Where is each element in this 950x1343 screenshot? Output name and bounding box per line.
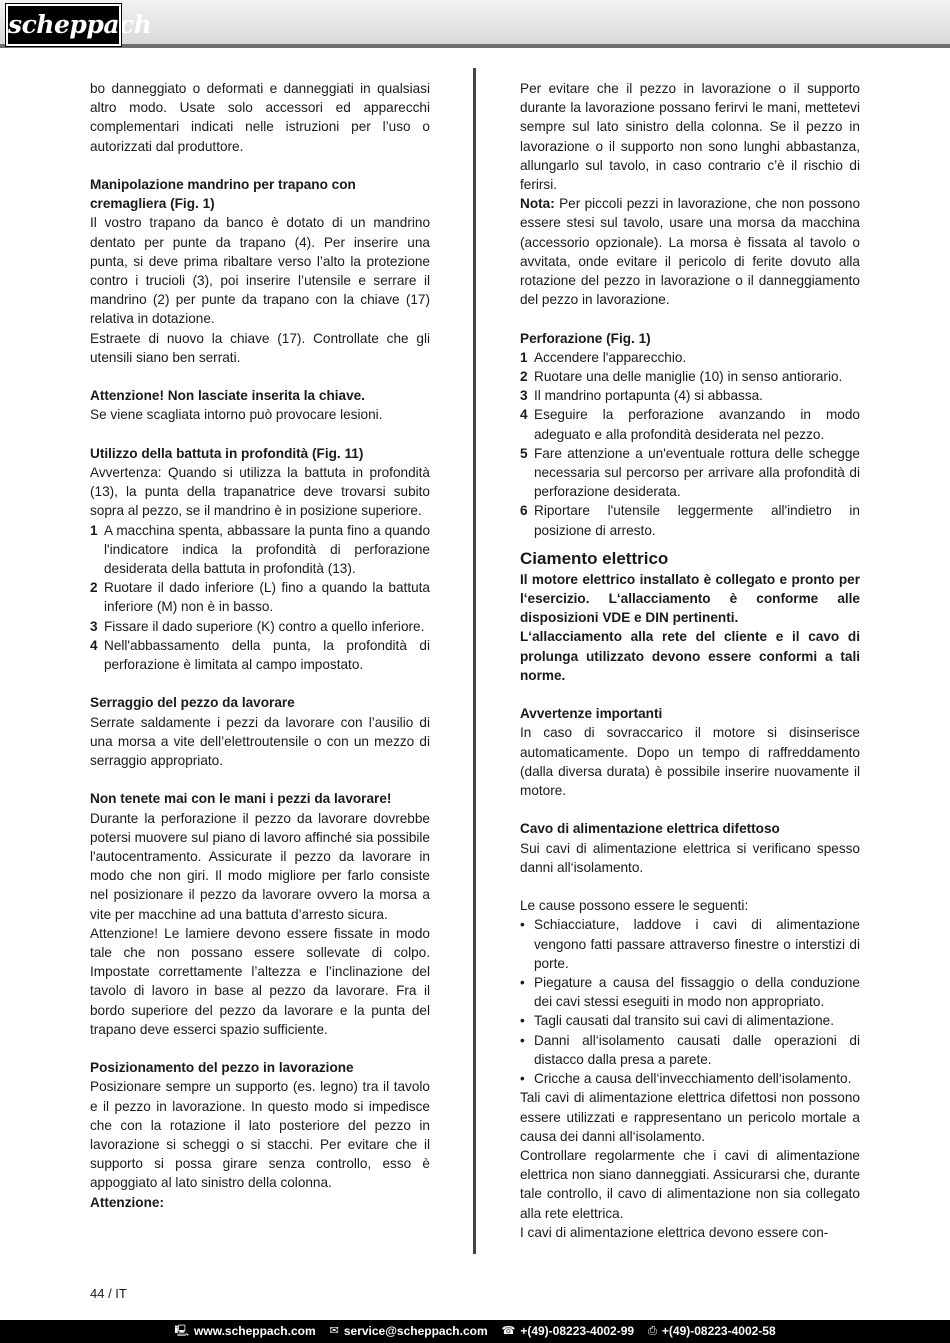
footer-fax (648, 1320, 776, 1343)
bullet-icon: • (520, 917, 525, 933)
section-heading: Manipolazione mandrino per trapano con cremagliera (Fig. 1) (90, 177, 356, 212)
footer-email[interactable] (330, 1320, 488, 1343)
column-divider (473, 68, 476, 1254)
bullet-text: Piegature a causa del fissaggio o della conduzione dei cavi stessi eseguiti in modo non appropriato. (534, 975, 860, 1010)
paragraph: Controllare regolarmente che i cavi di alimentazione elettrica non siano danneggiati. Assicurarsi che, durante tale controllo, il cavo di alimentazione non sia collegato alla rete elettrica. (520, 1147, 860, 1221)
footer-phone (502, 1320, 634, 1343)
paragraph: Durante la perforazione il pezzo da lavorare dovrebbe potersi muovere sul piano di lavoro affinché sia possibile l'autocentramento. Assicurate il pezzo da lavorare in modo che non giri. Il modo migliore per farlo consiste nel posizionare il pezzo da lavorare ovvero la morsa a vite per macchine ad una battuta d’arresto sicura. (90, 810, 430, 922)
paragraph: Sui cavi di alimentazione elettrica si verificano spesso danni all‘isolamento. (520, 840, 860, 875)
left-column (90, 79, 430, 1212)
page-header (0, 0, 950, 48)
fax-icon: ⎙ (648, 1325, 657, 1337)
list-item (520, 973, 860, 1011)
list-item (520, 348, 860, 367)
step-text: Nell'abbassamento della punta, la profondità di perforazione è limitata al campo impostato. (104, 637, 430, 673)
paragraph: Serrate saldamente i pezzi da lavorare con l’ausilio di una morsa a vite dell’elettroutensile o con un mezzo di serraggio appropriato. (90, 714, 430, 769)
bullet-icon: • (520, 975, 525, 991)
step-number: 2 (520, 369, 528, 385)
mail-icon: ✉ (329, 1325, 339, 1337)
step-number: 6 (520, 503, 528, 519)
paragraph: Estraete di nuovo la chiave (17). Controllate che gli utensili siano ben serrati. (90, 330, 430, 365)
bullet-text: Cricche a causa dell‘invecchiamento dell‘isolamento. (534, 1071, 852, 1087)
bullet-text: Tagli causati dal transito sui cavi di alimentazione. (534, 1013, 834, 1029)
step-number: 2 (90, 580, 98, 596)
note-text: Per piccoli pezzi in lavorazione, che non possono essere stesi sul tavolo, usare una morsa da macchina (accessorio opzionale). La morsa è fissata al tavolo o avvitata, onde evitare il pericolo di ferite dovuto alla rotazione del pezzo in lavorazione o il danneggiamento del pezzo in lavorazione. (520, 196, 860, 308)
list-item (520, 405, 860, 443)
phone-icon: ☎ (501, 1325, 516, 1337)
bullet-icon: • (520, 1032, 525, 1048)
computer-icon: 🖳 (174, 1325, 190, 1337)
step-text: Il mandrino portapunta (4) si abbassa. (534, 388, 763, 404)
website-text: www.scheppach.com (194, 1324, 316, 1338)
fax-text: +(49)-08223-4002-58 (661, 1324, 776, 1338)
list-item (520, 1011, 860, 1030)
list-item (520, 1069, 860, 1088)
step-text: Ruotare una delle maniglie (10) in senso antiorario. (534, 369, 843, 385)
section-heading: Attenzione! Non lasciate inserita la chiave. (90, 388, 365, 404)
section-heading: Serraggio del pezzo da lavorare (90, 695, 295, 711)
list-item (520, 444, 860, 502)
paragraph: L‘allacciamento alla rete del cliente e il cavo di prolunga utilizzato devono essere conformi a tali norme. (520, 629, 860, 683)
paragraph: In caso di sovraccarico il motore si disinserisce automaticamente. Dopo un tempo di raffreddamento (dalla diversa durata) è possibile inserire nuovamente il motore. (520, 725, 860, 799)
section-heading: Attenzione: (90, 1194, 165, 1210)
step-number: 3 (90, 618, 98, 634)
section-heading: Avvertenze importanti (520, 706, 663, 722)
right-column (520, 79, 860, 1242)
step-number: 1 (520, 349, 528, 365)
step-number: 4 (520, 407, 528, 423)
list-item (90, 578, 430, 616)
section-heading: Utilizzo della battuta in profondità (Fig. 11) (90, 445, 364, 461)
step-text: Accendere l'apparecchio. (534, 349, 687, 365)
list-item (90, 636, 430, 674)
footer-website[interactable] (174, 1320, 315, 1343)
paragraph (520, 194, 860, 309)
section-heading: Cavo di alimentazione elettrica difettoso (520, 821, 780, 837)
page-footer (0, 1320, 950, 1343)
paragraph: I cavi di alimentazione elettrica devono essere con- (520, 1224, 829, 1240)
bullet-text: Danni all‘isolamento causati dalle operazioni di distacco dalla presa a parete. (534, 1032, 860, 1067)
list-item (90, 617, 430, 636)
step-number: 1 (90, 522, 98, 538)
note-label: Nota: (520, 196, 555, 212)
list-item (520, 501, 860, 539)
bullet-text: Schiacciature, laddove i cavi di alimentazione vengono fatti passare attraverso finestre o interstizi di porte. (534, 917, 860, 971)
list-item (520, 1031, 860, 1069)
bullet-icon: • (520, 1071, 525, 1087)
step-text: Fare attenzione a un'eventuale rottura delle schegge necessaria sul percorso per arrivare alla profondità di perforazione desiderata. (534, 445, 860, 500)
step-text: Ruotare il dado inferiore (L) fino a quando la battuta inferiore (M) non è in basso. (104, 580, 430, 615)
step-text: Fissare il dado superiore (K) contro a quello inferiore. (104, 618, 425, 634)
paragraph: Posizionare sempre un supporto (es. legno) tra il tavolo e il pezzo in lavorazione. In questo modo si impedisce che con la rotazione il lato posteriore del pezzo in lavorazione si scheggi o si stacchi. Per evitare che il supporto si possa girare senza controllo, esso è appoggiato al lato sinistro della colonna. (90, 1079, 430, 1191)
paragraph: Tali cavi di alimentazione elettrica difettosi non possono essere utilizzati e rappresentano un pericolo mortale a causa dei danni all‘isolamento. (520, 1090, 860, 1144)
paragraph: bo danneggiato o deformati e danneggiati in qualsiasi altro modo. Usate solo accessori ed apparecchi complementari indicati nelle istruzioni per l’uso o autorizzati dal produttore. (90, 81, 430, 154)
paragraph: Se viene scagliata intorno può provocare lesioni. (90, 407, 383, 423)
paragraph: Il vostro trapano da banco è dotato di un mandrino dentato per punte da trapano (4). Per inserire una punta, si deve prima ribaltare verso l’alto la protezione contro i trucioli (3), poi inserire l’utensile e serrare il mandrino (2) per punte da trapano con la chiave (17) relativa in dotazione. (90, 215, 430, 327)
email-text: service@scheppach.com (343, 1324, 488, 1338)
step-text: Eseguire la perforazione avanzando in modo adeguato e alla profondità desiderata nel pezzo. (534, 407, 860, 442)
step-text: Riportare l'utensile leggermente all'indietro in posizione di arresto. (534, 503, 860, 538)
paragraph: Le cause possono essere le seguenti: (520, 898, 749, 914)
section-heading: Perforazione (Fig. 1) (520, 330, 651, 346)
step-number: 5 (520, 445, 528, 461)
phone-text: +(49)-08223-4002-99 (520, 1324, 635, 1338)
paragraph: Avvertenza: Quando si utilizza la battuta in profondità (13), la punta della trapanatrice deve trovarsi subito sopra al pezzo, se il mandrino è in posizione superiore. (90, 465, 430, 519)
bullet-icon: • (520, 1013, 525, 1029)
step-text: A macchina spenta, abbassare la punta fino a quando l'indicatore indica la profondità di perforazione desiderata della battuta in profondità (13). (104, 522, 430, 577)
chapter-heading: Ciamento elettrico (520, 548, 669, 568)
step-number: 4 (90, 637, 98, 653)
paragraph: Per evitare che il pezzo in lavorazione o il supporto durante la lavorazione possano ferirvi le mani, mettetevi sempre sul lato sinistro della colonna. Se il pezzo in lavorazione o il supporto non sono lunghi abbastanza, allungarlo sul tavolo, in caso contrario c’è il rischio di ferirsi. (520, 81, 860, 193)
list-item (520, 386, 860, 405)
step-number: 3 (520, 388, 528, 404)
list-item (90, 521, 430, 579)
list-item (520, 915, 860, 973)
paragraph: Il motore elettrico installato è collegato e pronto per l‘esercizio. L‘allacciamento è conforme alle disposizioni VDE e DIN pertinenti. (520, 571, 860, 626)
scheppach-logo: scheppach (6, 4, 121, 46)
section-heading: Posizionamento del pezzo in lavorazione (90, 1060, 354, 1076)
list-item (520, 367, 860, 386)
section-heading: Non tenete mai con le mani i pezzi da lavorare! (90, 791, 392, 807)
paragraph: Attenzione! Le lamiere devono essere fissate in modo tale che non possano essere sollevate di colpo. Impostate correttamente l’altezza e l’inclinazione del tavolo di lavoro in base al pezzo da lavorare. Fra il bordo superiore del pezzo da lavorare e la punta del trapano deve esserci spazio sufficiente. (90, 925, 430, 1037)
page-number: 44 / IT (90, 1286, 127, 1301)
